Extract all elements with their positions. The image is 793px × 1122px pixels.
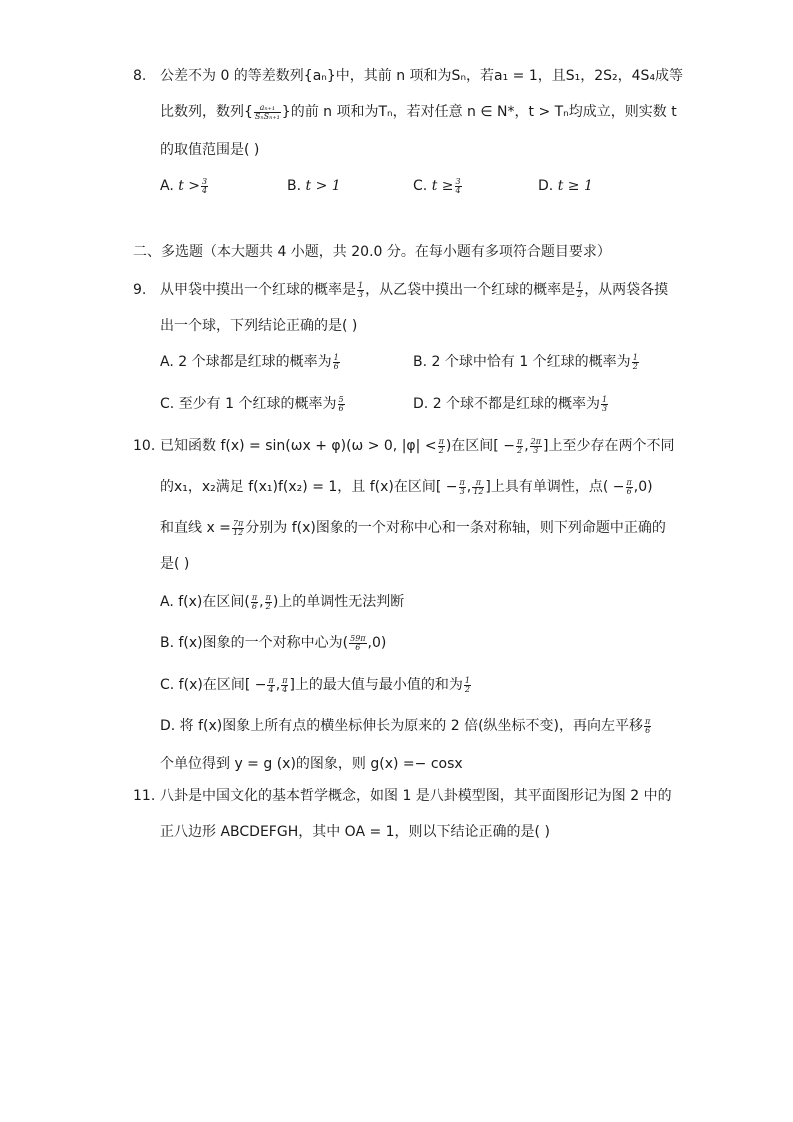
option-d[interactable]	[413, 394, 609, 414]
fraction-numerator: 1	[333, 352, 339, 362]
fraction-numerator: π	[516, 436, 523, 446]
text-span: ，从两袋各摸	[584, 282, 669, 298]
fraction-numerator: 1	[602, 394, 608, 404]
fraction-denominator: 6	[338, 403, 344, 413]
text-span: )在区间[ −	[445, 438, 515, 454]
option-text: D. 将 f(x)图象上所有点的横坐标伸长为原来的 2 倍(纵坐标不变)，再向左平移	[160, 718, 643, 734]
text-span: 分别为 f(x)图象的一个对称中心和一条对称轴，则下列命题中正确的	[245, 520, 666, 536]
fraction-numerator: π	[459, 477, 465, 487]
option-text: A. f(x)在区间(	[160, 594, 250, 610]
text-span: ，从乙袋中摸出一个红球的概率是	[365, 282, 576, 298]
fraction-numerator: π	[626, 477, 632, 487]
fraction	[626, 479, 633, 496]
question-number: 8.	[133, 68, 147, 84]
fraction	[254, 104, 281, 121]
fraction-numerator: 5	[338, 394, 344, 404]
section-heading: 二、多选题（本大题共 4 小题，共 20.0 分。在每小题有多项符合题目要求）	[133, 244, 611, 260]
option-a[interactable]	[160, 352, 341, 372]
fraction	[530, 438, 542, 455]
fraction	[644, 718, 651, 735]
option-text: 2 个球都是红球的概率为	[178, 354, 332, 370]
option-c[interactable]	[413, 176, 463, 196]
question-text-line: 的取值范围是( )	[160, 142, 260, 158]
option-label: D.	[538, 178, 554, 194]
fraction-numerator: 3	[202, 176, 208, 186]
text-span: }的前 n 项和为Tₙ，若对任意 n ∈ N*，t > Tₙ均成立，则实数 t	[281, 104, 677, 120]
fraction-denominator: 2	[632, 361, 638, 371]
option-c[interactable]	[160, 675, 472, 695]
fraction-denominator: 12	[233, 527, 244, 537]
question-text-line: 是( )	[160, 556, 190, 572]
text-span: ]上具有单调性，点( −	[485, 479, 625, 495]
text-span: 已知函数 f(x) = sin(ωx + φ)(ω > 0, |φ| <	[160, 438, 437, 454]
option-text: 2 个球不都是红球的概率为	[432, 396, 601, 412]
text-span: ,	[259, 594, 264, 610]
option-text: t > 1	[305, 178, 341, 194]
text-span: 和直线 x =	[160, 520, 231, 536]
fraction-denominator: 4	[202, 185, 208, 195]
fraction-numerator: π	[251, 592, 258, 602]
option-text: t ≥	[431, 178, 454, 194]
fraction-denominator: 2	[464, 684, 471, 694]
option-label: C.	[160, 396, 175, 412]
text-span: ,0)	[633, 479, 653, 495]
fraction	[349, 635, 366, 652]
text-span: 的x₁，x₂满足 f(x₁)f(x₂) = 1，且 f(x)在区间[ −	[160, 479, 458, 495]
fraction	[632, 354, 639, 371]
fraction-denominator: 4	[282, 684, 288, 694]
fraction	[459, 479, 466, 496]
question-text-line	[160, 518, 666, 538]
text-span: ,	[466, 479, 472, 495]
fraction-denominator: 4	[455, 185, 461, 195]
option-d[interactable]	[160, 716, 652, 736]
fraction-numerator: 1	[358, 280, 364, 290]
question-text-line	[160, 102, 677, 122]
text-span: 从甲袋中摸出一个红球的概率是	[160, 282, 356, 298]
fraction-denominator: 3	[533, 445, 539, 455]
fraction-numerator: π	[265, 592, 271, 602]
fraction	[265, 594, 272, 611]
fraction-numerator: 1	[632, 352, 638, 362]
option-b[interactable]	[413, 352, 640, 372]
fraction	[455, 178, 462, 195]
fraction-numerator: π	[282, 675, 288, 685]
fraction-denominator: SₙSₙ₊₁	[254, 111, 280, 121]
fraction-numerator: π	[472, 479, 484, 488]
text-span: 比数列，数列{	[160, 104, 253, 120]
option-text: B. f(x)图象的一个对称中心为(	[160, 635, 349, 651]
option-label: B.	[287, 178, 302, 194]
question-text-line	[160, 436, 674, 456]
text-span: ]上的最大值与最小值的和为	[289, 677, 463, 693]
question-text-line: 公差不为 0 的等差数列{aₙ}中，其前 n 项和为Sₙ，若a₁ = 1，且S₁，2S₂，4S₄成等	[160, 68, 684, 84]
fraction-denominator: 6	[626, 486, 632, 496]
option-label: A.	[160, 178, 174, 194]
fraction-numerator: π	[268, 675, 274, 685]
option-b[interactable]	[287, 176, 341, 196]
fraction-numerator: 2π	[530, 436, 542, 446]
option-d[interactable]	[538, 176, 593, 196]
fraction-denominator: 2	[577, 289, 583, 299]
fraction-denominator: 3	[459, 486, 465, 496]
option-a[interactable]	[160, 176, 209, 196]
option-c[interactable]	[160, 394, 346, 414]
option-text: 至少有 1 个红球的概率为	[178, 396, 337, 412]
option-label: A.	[160, 354, 174, 370]
fraction	[267, 677, 274, 694]
fraction-denominator: 2	[265, 601, 271, 611]
fraction-denominator: 6	[251, 601, 258, 611]
fraction-denominator: 3	[602, 403, 608, 413]
question-text-line	[160, 477, 653, 497]
fraction-numerator: 1	[464, 675, 471, 685]
fraction	[357, 282, 364, 299]
fraction	[516, 438, 523, 455]
fraction-numerator: 7π	[232, 518, 244, 528]
question-number: 9.	[133, 282, 147, 298]
option-label: D.	[413, 396, 429, 412]
question-text-line: 正八边形 ABCDEFGH，其中 OA = 1，则以下结论正确的是( )	[160, 824, 550, 840]
option-label: B.	[413, 354, 428, 370]
fraction	[576, 282, 583, 299]
option-text: t >	[178, 178, 201, 194]
option-b[interactable]	[160, 633, 386, 653]
question-number: 11.	[133, 788, 156, 804]
fraction-numerator: 1	[577, 280, 583, 290]
fraction	[281, 677, 288, 694]
fraction-denominator: 2	[517, 445, 523, 455]
option-text: C. f(x)在区间[ −	[160, 677, 267, 693]
question-text-line: 出一个球，下列结论正确的是( )	[160, 318, 358, 334]
fraction	[251, 594, 258, 611]
question-text-line	[160, 280, 668, 300]
fraction	[338, 396, 345, 413]
question-text-line: 八卦是中国文化的基本哲学概念，如图 1 是八卦模型图，其平面图形记为图 2 中的	[160, 788, 672, 804]
fraction-denominator: 6	[645, 725, 651, 735]
fraction	[333, 354, 340, 371]
fraction-numerator: 3	[455, 176, 461, 186]
fraction	[601, 396, 608, 413]
option-text: 2 个球中恰有 1 个红球的概率为	[431, 354, 631, 370]
fraction-numerator: aₙ₊₁	[254, 104, 281, 113]
fraction-denominator: 12	[473, 486, 484, 496]
text-span: )上的单调性无法判断	[272, 594, 405, 610]
text-span: ,	[275, 677, 281, 693]
fraction-denominator: 4	[268, 684, 274, 694]
option-a[interactable]	[160, 592, 404, 612]
text-span: ,0)	[367, 635, 387, 651]
fraction	[438, 438, 445, 455]
fraction-denominator: 6	[333, 361, 339, 371]
option-label: C.	[413, 178, 428, 194]
question-number: 10.	[133, 438, 156, 454]
fraction-numerator: 59π	[350, 633, 366, 643]
fraction	[201, 178, 208, 195]
fraction-denominator: 6	[355, 642, 361, 652]
text-span: ]上至少存在两个不同	[543, 438, 675, 454]
fraction-numerator: π	[645, 716, 651, 726]
option-d-continuation: 个单位得到 y = g (x)的图象，则 g(x) =− cosx	[160, 756, 463, 772]
fraction-numerator: π	[438, 436, 444, 446]
text-span: ,	[524, 438, 529, 454]
fraction	[464, 677, 471, 694]
fraction-denominator: 3	[358, 289, 364, 299]
fraction-denominator: 2	[438, 445, 444, 455]
option-text: t ≥ 1	[557, 178, 593, 194]
fraction	[472, 479, 484, 496]
fraction	[232, 520, 244, 537]
